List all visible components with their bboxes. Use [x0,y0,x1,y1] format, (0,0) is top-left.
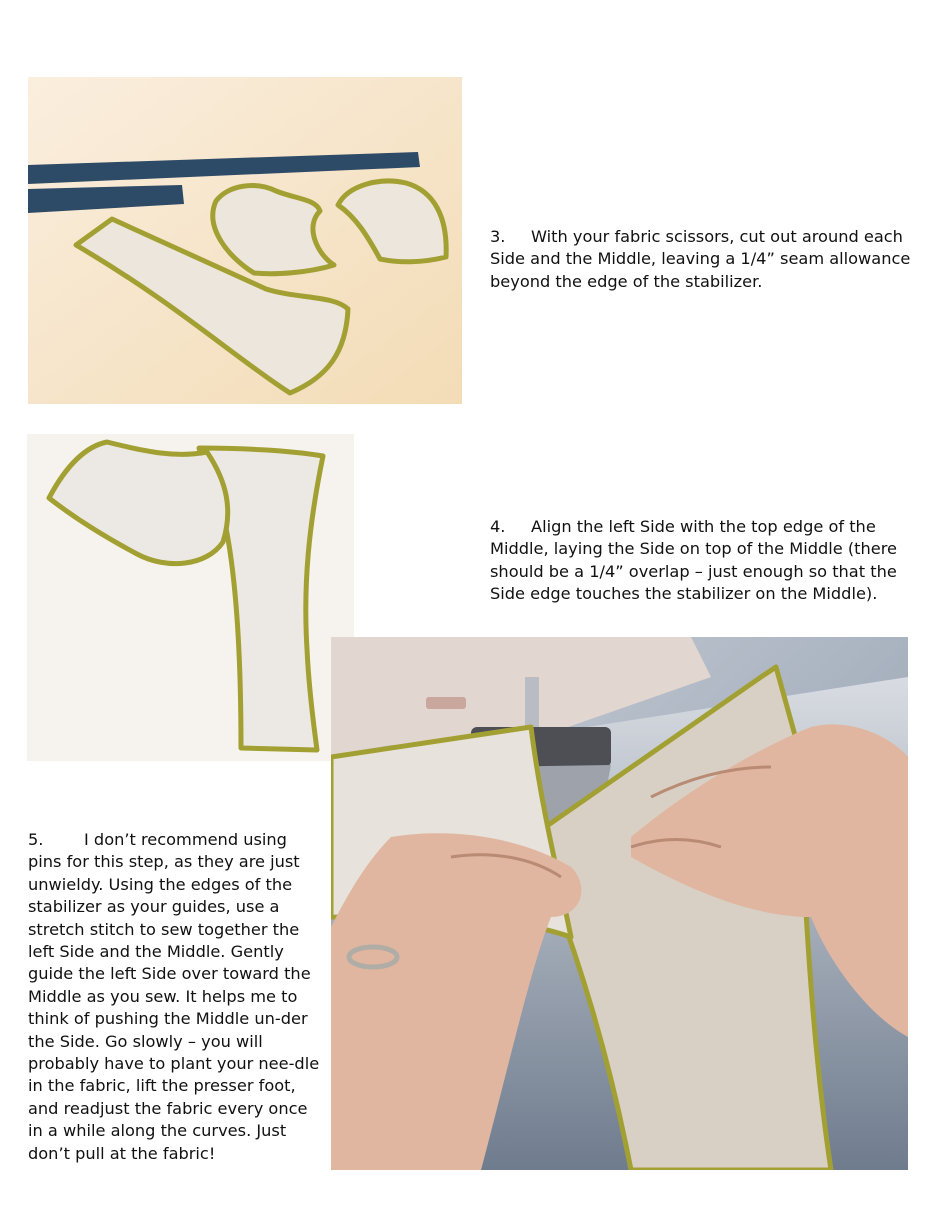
step-3-body: With your fabric scissors, cut out around each Side and the Middle, leaving a 1/4” seam allowance beyond the edge of the stabilizer. [490,227,911,291]
step-5-number: 5. [28,830,44,849]
step-5-text [28,829,323,1165]
step-4-number: 4. [490,517,506,536]
step-3-text [490,226,930,293]
aligned-pieces-photo [27,434,354,761]
step-4-text [490,516,930,606]
sewing-machine-photo [331,637,908,1170]
step-3-number: 3. [490,227,506,246]
step-4-body: Align the left Side with the top edge of the Middle, laying the Side on top of the Middle (there should be a 1/4” overlap – just enough so that the Side edge touches the stabilizer on the Middle). [490,517,897,604]
cut-pieces-photo [28,77,462,404]
step-5-body: I don’t recommend using pins for this step, as they are just unwieldy. Using the edges of the stabilizer as your guides, use a stretch stitch to sew together the left Side and the Middle. Gently guide the left Side over toward the Middle as you sew. It helps me to think of pushing the Middle un-der the Side. Go slowly – you will probably have to plant your nee-dle in the fabric, lift the presser foot, and readjust the fabric every once in a while along the curves. Just don’t pull at the fabric! [28,830,320,1163]
